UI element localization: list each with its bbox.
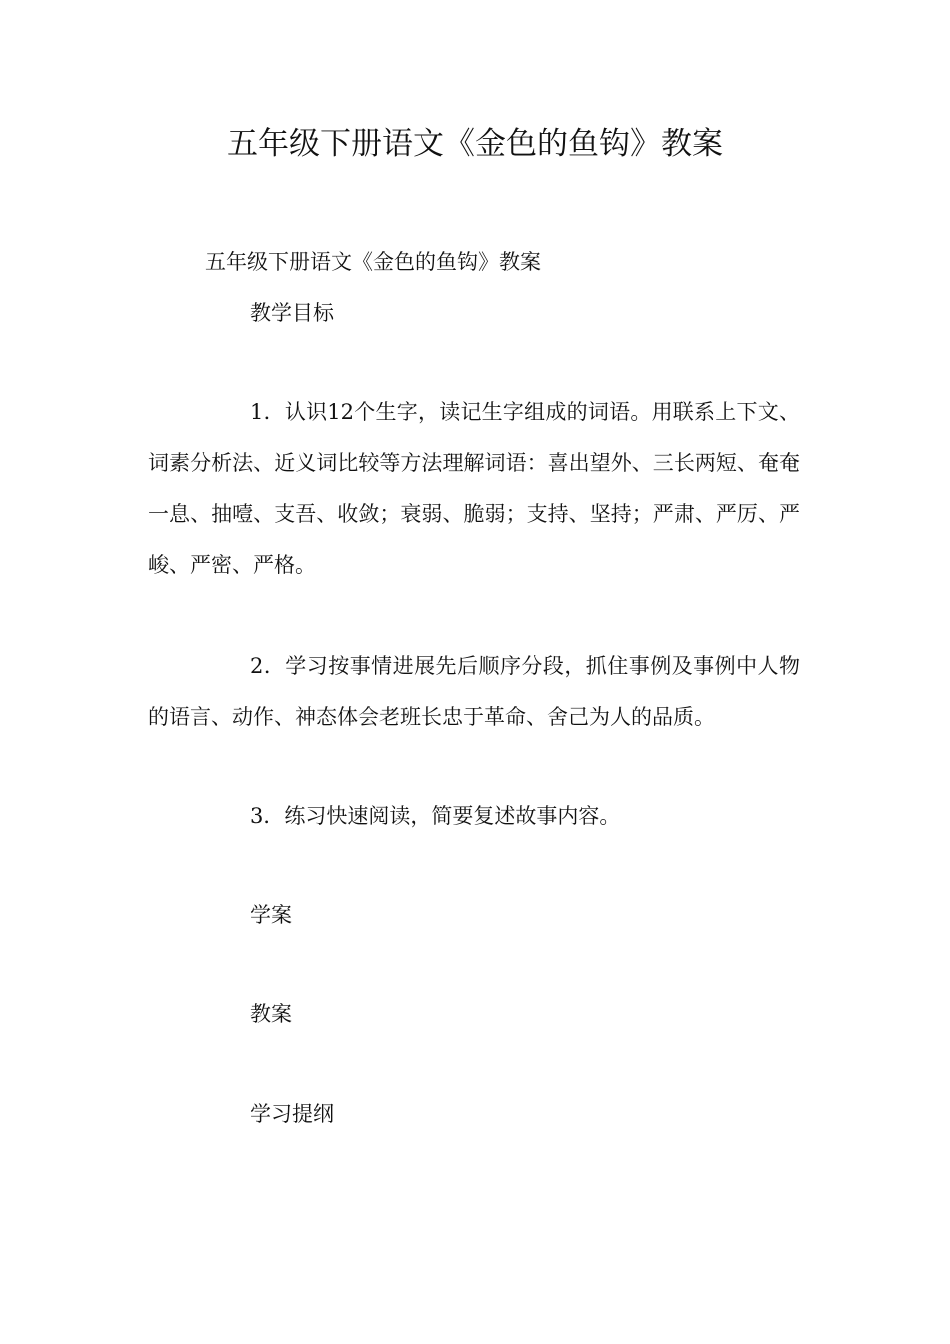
section-teaching-plan: 教案 — [250, 1002, 292, 1026]
objective-item-1: 1．认识12个生字，读记生字组成的词语。用联系上下文、词素分析法、近义词比较等方法理解词语：喜出望外、三长两短、奄奄一息、抽噎、支吾、收敛；衰弱、脆弱；支持、坚持；严肃、严厉、严峻、严密、严格。 — [148, 400, 800, 577]
section-study-plan: 学案 — [250, 903, 292, 927]
document-subtitle: 五年级下册语文《金色的鱼钩》教案 — [205, 250, 541, 274]
objective-item-2: 2．学习按事情进展先后顺序分段，抓住事例及事例中人物的语言、动作、神态体会老班长忠于革命、舍己为人的品质。 — [148, 654, 800, 729]
objectives-heading: 教学目标 — [250, 301, 334, 325]
section-outline: 学习提纲 — [250, 1102, 334, 1126]
document-title: 五年级下册语文《金色的鱼钩》教案 — [227, 126, 723, 162]
objective-item-3: 3．练习快速阅读，简要复述故事内容。 — [250, 804, 621, 828]
